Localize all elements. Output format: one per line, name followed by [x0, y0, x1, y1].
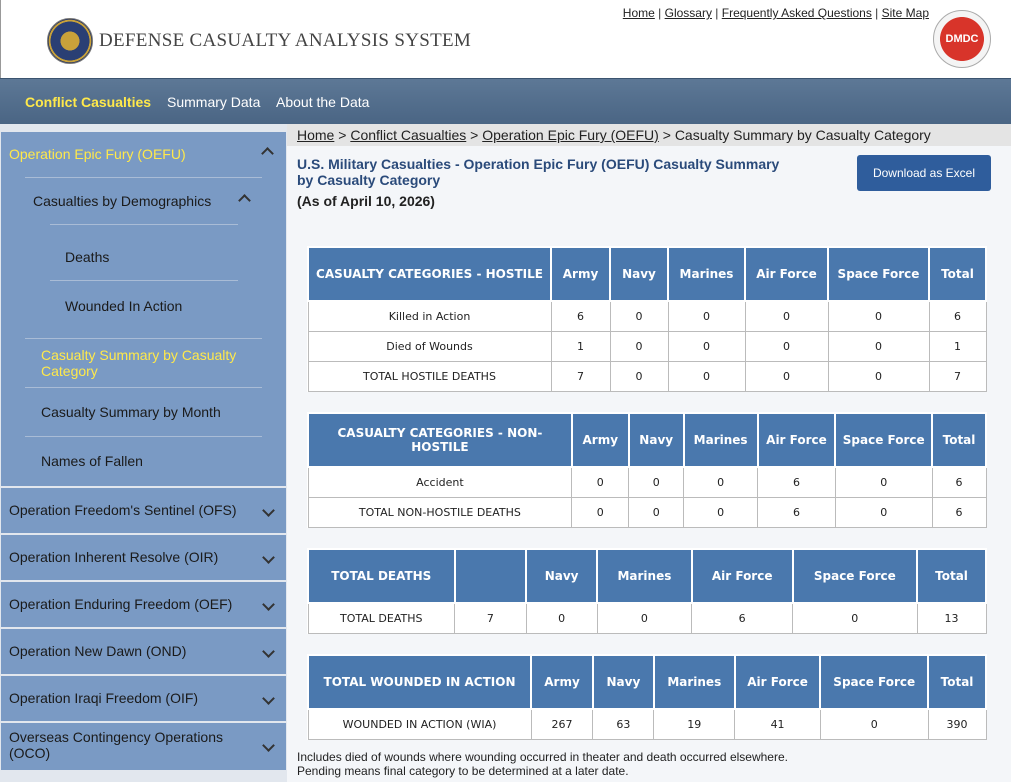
- table-row: Accident 0 0 0 6 0 6: [308, 467, 986, 497]
- breadcrumb-operation[interactable]: Operation Epic Fury (OEFU): [482, 127, 659, 143]
- column-header: Air Force: [735, 655, 821, 709]
- footnote: Pending means final category to be determined at a later date.: [297, 764, 629, 778]
- dmdc-logo-icon[interactable]: DMDC: [933, 10, 991, 68]
- dod-seal-icon: [47, 18, 93, 64]
- sidebar-item-wia[interactable]: Wounded In Action: [65, 298, 183, 314]
- sidebar-item-names-fallen[interactable]: Names of Fallen: [41, 453, 143, 469]
- page-title: U.S. Military Casualties - Operation Epic Fury (OEFU) Casualty Summary by Casualty Category: [297, 156, 780, 188]
- table-row: Died of Wounds 1 0 0 0 0 1: [308, 331, 986, 361]
- breadcrumb-current: Casualty Summary by Casualty Category: [674, 127, 931, 143]
- faq-link[interactable]: Frequently Asked Questions: [721, 6, 872, 20]
- column-header: Army: [551, 247, 610, 301]
- column-header: Air Force: [745, 247, 828, 301]
- column-header: Total: [932, 413, 986, 467]
- nav-about-data[interactable]: About the Data: [276, 94, 370, 110]
- as-of-date: (As of April 10, 2026): [297, 193, 435, 209]
- divider: [50, 224, 238, 225]
- sidebar: [0, 124, 287, 782]
- column-header: Total: [928, 655, 986, 709]
- wounded-table: [307, 654, 987, 740]
- column-header: Space Force: [835, 413, 932, 467]
- column-header: Air Force: [758, 413, 836, 467]
- sidebar-item-summary-month[interactable]: Casualty Summary by Month: [41, 404, 221, 420]
- column-header: Army: [572, 413, 629, 467]
- column-header: TOTAL WOUNDED IN ACTION: [308, 655, 531, 709]
- breadcrumb-conflict[interactable]: Conflict Casualties: [350, 127, 467, 143]
- nav-summary-data[interactable]: Summary Data: [167, 94, 261, 110]
- column-header: CASUALTY CATEGORIES - NON-HOSTILE: [308, 413, 572, 467]
- column-header: Total: [917, 549, 986, 603]
- table-row: TOTAL DEATHS 7 0 0 6 0 13: [308, 603, 986, 633]
- nonhostile-table: [307, 412, 987, 528]
- divider: [50, 280, 238, 281]
- sidebar-label-oif: Operation Iraqi Freedom (OIF): [9, 690, 199, 706]
- column-header: Navy: [526, 549, 597, 603]
- column-header: Navy: [610, 247, 668, 301]
- column-header: Space Force: [820, 655, 928, 709]
- column-header: Navy: [629, 413, 684, 467]
- nav-conflict-casualties[interactable]: Conflict Casualties: [25, 94, 152, 110]
- column-header: Space Force: [828, 247, 929, 301]
- total-deaths-table: [307, 548, 987, 634]
- table-row: TOTAL HOSTILE DEATHS 7 0 0 0 0 7: [308, 361, 986, 391]
- sidebar-label-oef: Operation Enduring Freedom (OEF): [9, 596, 233, 612]
- site-title: DEFENSE CASUALTY ANALYSIS SYSTEM: [99, 30, 472, 51]
- sidebar-label-oco: Overseas Contingency Operations (OCO): [9, 729, 223, 761]
- table-row: Killed in Action 6 0 0 0 0 6: [308, 301, 986, 331]
- column-header: Army: [531, 655, 593, 709]
- divider: [25, 387, 262, 388]
- column-header: TOTAL DEATHS: [308, 549, 455, 603]
- divider: [25, 436, 262, 437]
- column-header: Marines: [684, 413, 758, 467]
- home-link[interactable]: Home: [622, 6, 655, 20]
- hostile-table: [307, 246, 987, 392]
- table-row: TOTAL NON-HOSTILE DEATHS 0 0 0 6 0 6: [308, 497, 986, 527]
- divider: [25, 338, 262, 339]
- sidebar-item-demographics[interactable]: Casualties by Demographics: [33, 193, 212, 209]
- breadcrumb-home[interactable]: Home: [297, 127, 335, 143]
- site-header: [0, 0, 1011, 78]
- column-header: Marines: [668, 247, 745, 301]
- sidebar-label-oir: Operation Inherent Resolve (OIR): [9, 549, 219, 565]
- sidebar-item-oefu[interactable]: Operation Epic Fury (OEFU): [9, 146, 186, 162]
- footnotes: [297, 750, 788, 778]
- column-header: Marines: [654, 655, 735, 709]
- column-header: Navy: [593, 655, 654, 709]
- footnote: Includes died of wounds where wounding occurred in theater and death occurred elsewhere.: [297, 750, 788, 764]
- column-header: Space Force: [793, 549, 918, 603]
- breadcrumb: Home > Conflict Casualties > Operation Epic Fury (OEFU) > Casualty Summary by Casualty Category: [297, 127, 931, 143]
- main-nav: [0, 78, 1011, 124]
- column-header: Marines: [597, 549, 692, 603]
- sidebar-label-ond: Operation New Dawn (OND): [9, 643, 187, 659]
- divider: [25, 177, 262, 178]
- download-excel-button[interactable]: Download as Excel: [857, 155, 991, 191]
- table-row: WOUNDED IN ACTION (WIA) 267 63 19 41 0 390: [308, 709, 986, 739]
- column-header: Total: [929, 247, 986, 301]
- sidebar-item-summary-category[interactable]: Casualty Summary by Casualty Category: [41, 347, 237, 379]
- utility-links: Home | Glossary | Frequently Asked Questions | Site Map: [622, 6, 929, 20]
- column-header: Air Force: [692, 549, 793, 603]
- column-header: CASUALTY CATEGORIES - HOSTILE: [308, 247, 551, 301]
- column-header: [455, 549, 527, 603]
- sidebar-label-ofs: Operation Freedom's Sentinel (OFS): [9, 502, 237, 518]
- glossary-link[interactable]: Glossary: [664, 6, 712, 20]
- main-content: [287, 124, 1011, 782]
- site-map-link[interactable]: Site Map: [881, 6, 929, 20]
- sidebar-item-deaths[interactable]: Deaths: [65, 249, 110, 265]
